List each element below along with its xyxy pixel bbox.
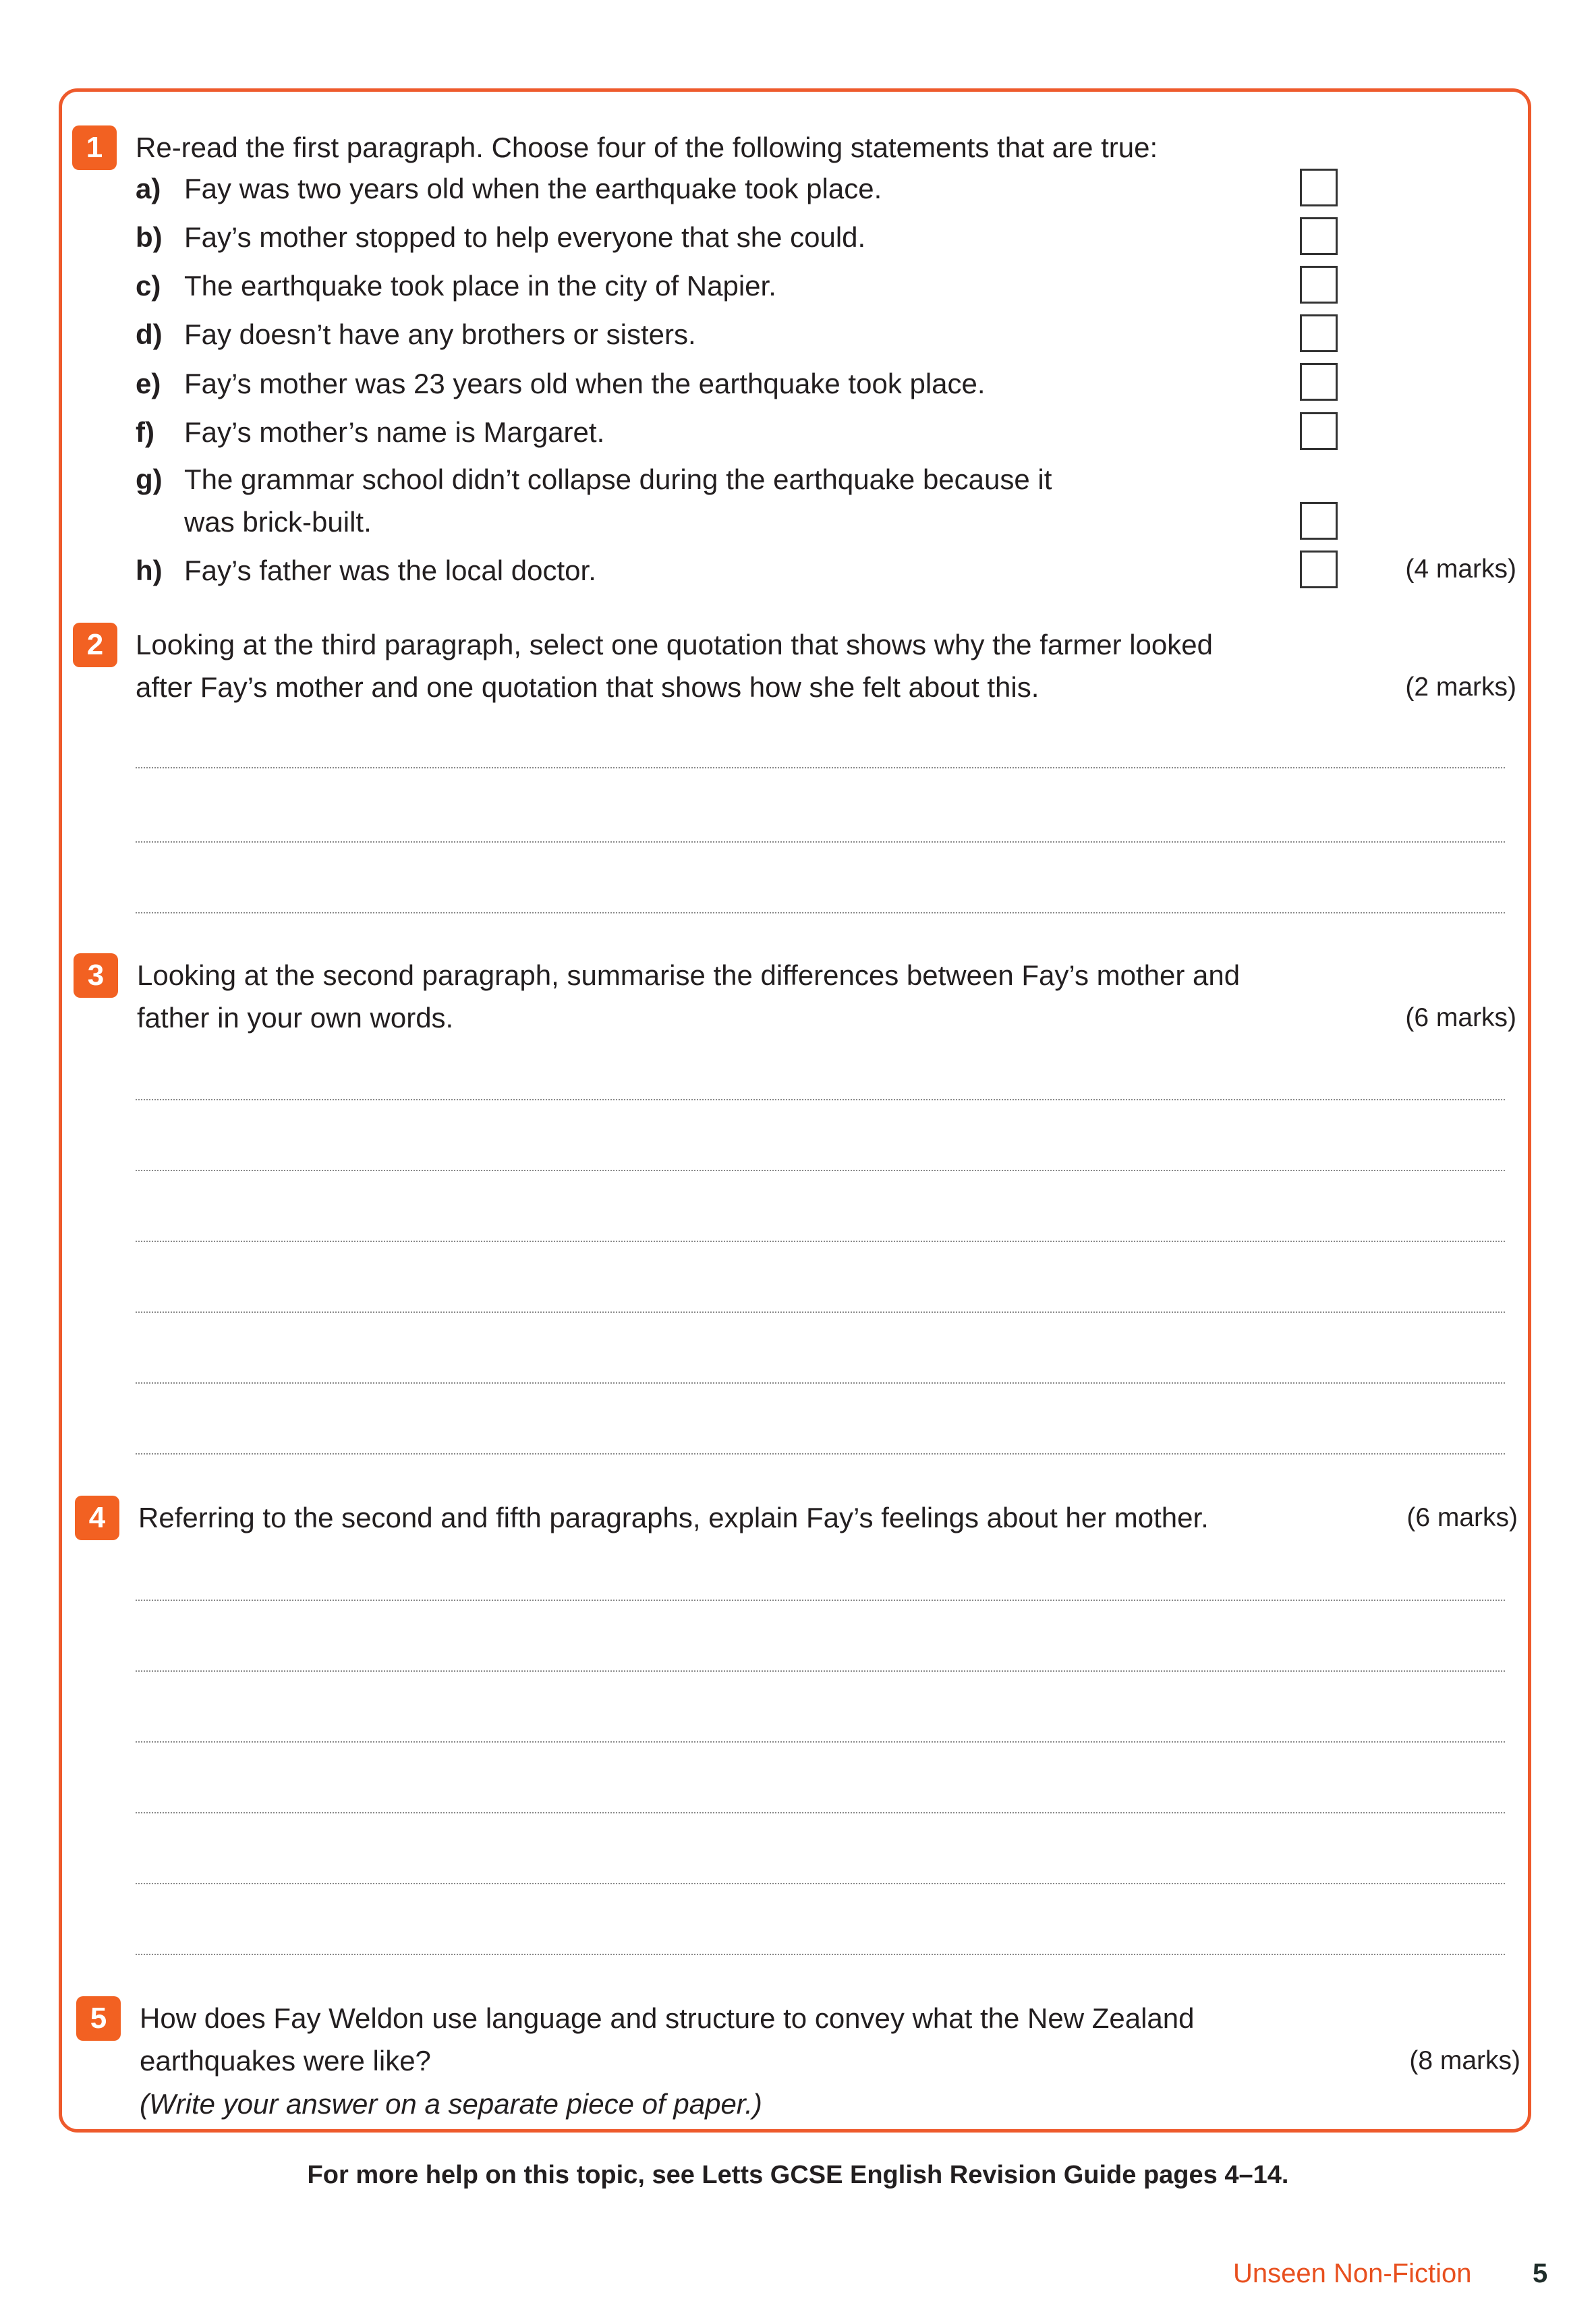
answer-line[interactable]: [136, 1741, 1505, 1743]
question-instruction: (Write your answer on a separate piece of paper.): [140, 2088, 762, 2120]
option-checkbox-g[interactable]: [1300, 502, 1338, 540]
option-text: Fay doesn’t have any brothers or sisters.: [184, 318, 696, 350]
option-letter: a): [136, 173, 161, 204]
question-text: after Fay’s mother and one quotation that shows how she felt about this.: [136, 671, 1039, 703]
marks-label: (4 marks): [1405, 555, 1516, 584]
option-checkbox-a[interactable]: [1300, 169, 1338, 206]
answer-line[interactable]: [136, 1241, 1505, 1242]
option-checkbox-c[interactable]: [1300, 266, 1338, 304]
answer-line[interactable]: [136, 1812, 1505, 1813]
answer-line[interactable]: [136, 1170, 1505, 1171]
answer-line[interactable]: [136, 1311, 1505, 1313]
answer-line[interactable]: [136, 912, 1505, 913]
answer-line[interactable]: [136, 1954, 1505, 1955]
question-number-badge: 4: [75, 1496, 119, 1540]
option-letter: d): [136, 318, 163, 350]
question-number-badge: 5: [76, 1996, 121, 2041]
option-text: The earthquake took place in the city of Napier.: [184, 270, 776, 302]
question-number-badge: 2: [73, 623, 117, 667]
question-text: Re-read the first paragraph. Choose four of the following statements that are true:: [136, 132, 1158, 163]
option-checkbox-d[interactable]: [1300, 314, 1338, 352]
answer-line[interactable]: [136, 1382, 1505, 1384]
answer-line[interactable]: [136, 841, 1505, 843]
option-checkbox-b[interactable]: [1300, 217, 1338, 255]
question-text: Referring to the second and fifth paragraphs, explain Fay’s feelings about her mother.: [138, 1502, 1209, 1533]
answer-line[interactable]: [136, 1453, 1505, 1455]
page-number: 5: [1533, 2259, 1548, 2288]
question-text: father in your own words.: [137, 1002, 454, 1034]
marks-label: (2 marks): [1405, 673, 1516, 702]
option-text: The grammar school didn’t collapse during the earthquake because it: [184, 463, 1052, 495]
option-checkbox-f[interactable]: [1300, 412, 1338, 450]
option-text: Fay’s mother’s name is Margaret.: [184, 416, 605, 448]
option-letter: b): [136, 221, 163, 253]
question-text: Looking at the third paragraph, select one quotation that shows why the farmer looked: [136, 629, 1213, 660]
question-number-badge: 1: [72, 125, 117, 170]
option-letter: f): [136, 416, 154, 448]
help-reference: For more help on this topic, see Letts GCSE English Revision Guide pages 4–14.: [307, 2161, 1289, 2189]
answer-line[interactable]: [136, 1099, 1505, 1100]
option-text: Fay’s mother was 23 years old when the earthquake took place.: [184, 368, 986, 399]
option-checkbox-e[interactable]: [1300, 363, 1338, 401]
option-letter: h): [136, 555, 163, 586]
answer-line[interactable]: [136, 1670, 1505, 1672]
option-letter: c): [136, 270, 161, 302]
option-letter: g): [136, 463, 163, 495]
option-text-continued: was brick-built.: [184, 506, 372, 538]
question-text: Looking at the second paragraph, summarise the differences between Fay’s mother and: [137, 959, 1241, 991]
question-text: earthquakes were like?: [140, 2045, 431, 2077]
answer-line[interactable]: [136, 1883, 1505, 1884]
option-letter: e): [136, 368, 161, 399]
option-checkbox-h[interactable]: [1300, 551, 1338, 588]
marks-label: (6 marks): [1405, 1003, 1516, 1032]
question-text: How does Fay Weldon use language and structure to convey what the New Zealand: [140, 2002, 1195, 2034]
option-text: Fay’s mother stopped to help everyone that she could.: [184, 221, 866, 253]
section-title: Unseen Non-Fiction: [1233, 2259, 1472, 2288]
answer-line[interactable]: [136, 767, 1505, 768]
option-text: Fay was two years old when the earthquake took place.: [184, 173, 882, 204]
option-text: Fay’s father was the local doctor.: [184, 555, 596, 586]
marks-label: (6 marks): [1406, 1503, 1518, 1532]
answer-line[interactable]: [136, 1600, 1505, 1601]
question-number-badge: 3: [74, 953, 118, 998]
marks-label: (8 marks): [1409, 2046, 1520, 2075]
